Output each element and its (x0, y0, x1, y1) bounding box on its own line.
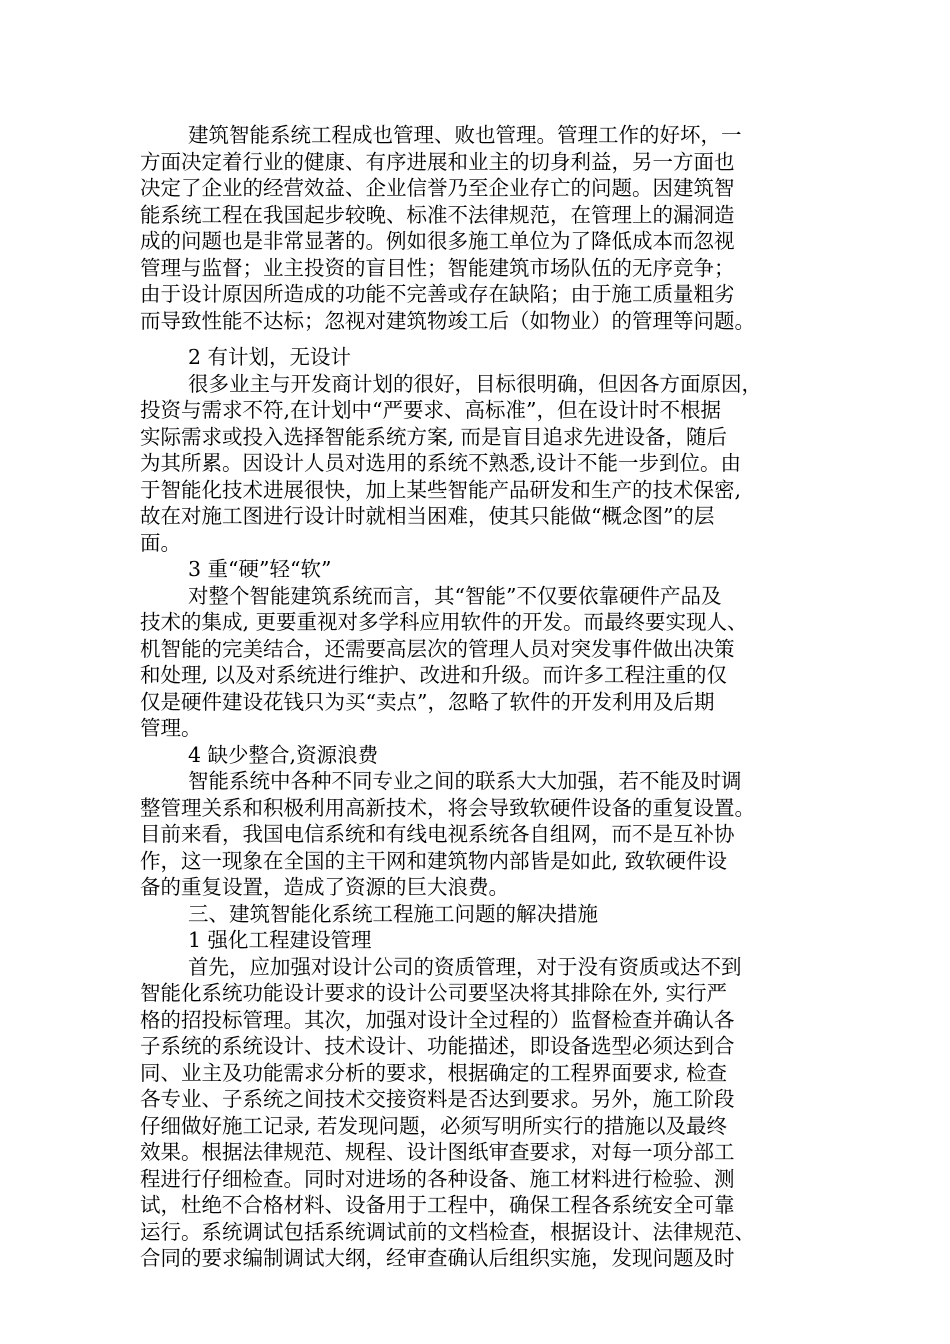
text-line: 首先，应加强对设计公司的资质管理，对于没有资质或达不到 (188, 954, 742, 979)
text-line: 投资与需求不符,在计划中“严要求、高标准”，但在设计时不根据 (140, 398, 721, 422)
section-heading: 1 强化工程建设管理 (188, 928, 372, 952)
text-line: 成的问题也是非常显著的。例如很多施工单位为了降低成本而忽视 (140, 229, 735, 253)
text-line: 目前来看，我国电信系统和有线电视系统各自组网，而不是互补协 (140, 822, 735, 846)
text-line: 子系统的系统设计、技术设计、功能描述，即设备选型必须达到合 (140, 1034, 735, 1058)
text-line: 效果。根据法律规范、规程、设计图纸审查要求，对每一项分部工 (140, 1140, 735, 1164)
text-line: 而导致性能不达标；忽视对建筑物竣工后（如物业）的管理等问题。 (140, 308, 755, 333)
main-body (140, 344, 805, 1272)
text-line: 方面决定着行业的健康、有序进展和业主的切身利益，另一方面也 (140, 149, 735, 174)
text-line: 机智能的完美结合，还需要高层次的管理人员对突发事件做出决策 (140, 636, 735, 661)
section-heading: 2 有计划，无设计 (188, 345, 352, 369)
text-line: 技术的集成, 更要重视对多学科应用软件的开发。而最终要实现人、 (140, 610, 748, 634)
text-line: 由于设计原因所造成的功能不完善或存在缺陷；由于施工质量粗劣 (140, 282, 735, 306)
text-line: 程进行仔细检查。同时对进场的各种设备、施工材料进行检验、测 (140, 1166, 735, 1191)
text-line: 试，杜绝不合格材料、设备用于工程中，确保工程各系统安全可靠 (140, 1193, 735, 1217)
text-line: 于智能化技术进展很快，加上某些智能产品研发和生产的技术保密, (140, 477, 742, 502)
text-line: 同、业主及功能需求分析的要求，根据确定的工程界面要求, 检查 (140, 1060, 728, 1085)
text-line: 备的重复设置，造成了资源的巨大浪费。 (140, 875, 509, 899)
text-line: 智能化系统功能设计要求的设计公司要坚决将其排除在外, 实行严 (140, 981, 728, 1005)
text-line: 格的招投标管理。其次，加强对设计全过程的）监督检查并确认各 (140, 1007, 735, 1032)
text-line: 能系统工程在我国起步较晚、标准不法律规范，在管理上的漏洞造 (140, 202, 735, 227)
text-line: 和处理, 以及对系统进行维护、改进和升级。而许多工程注重的仅 (140, 663, 728, 687)
section-heading: 3 重“硬”轻“软” (188, 557, 332, 581)
text-line: 为其所累。因设计人员对选用的系统不熟悉,设计不能一步到位。由 (140, 451, 742, 475)
text-line: 仔细做好施工记录, 若发现问题，必须写明所实行的措施以及最终 (140, 1113, 728, 1138)
chapter-heading: 三、建筑智能化系统工程施工问题的解决措施 (188, 901, 598, 926)
intro-paragraph (140, 122, 805, 334)
text-line: 运行。系统调试包括系统调试前的文档检查，根据设计、法律规范、 (140, 1219, 755, 1244)
text-line: 故在对施工图进行设计时就相当困难，使其只能做“概念图”的层 (140, 504, 715, 528)
text-line: 很多业主与开发商计划的很好，目标很明确，但因各方面原因， (188, 371, 762, 396)
text-line: 面。 (140, 530, 181, 555)
text-line: 管理与监督；业主投资的盲目性；智能建筑市场队伍的无序竞争； (140, 255, 735, 280)
text-line: 建筑智能系统工程成也管理、败也管理。管理工作的好坏，一 (188, 123, 742, 147)
text-line: 各专业、子系统之间技术交接资料是否达到要求。另外，施工阶段 (140, 1087, 735, 1111)
text-line: 对整个智能建筑系统而言，其“智能”不仅要依靠硬件产品及 (188, 583, 722, 608)
text-line: 仅是硬件建设花钱只为买“卖点”，忽略了软件的开发利用及后期 (140, 689, 715, 714)
text-line: 合同的要求编制调试大纲，经审查确认后组织实施，发现问题及时 (140, 1246, 735, 1270)
text-line: 实际需求或投入选择智能系统方案, 而是盲目追求先进设备，随后 (140, 424, 728, 449)
text-line: 管理。 (140, 716, 202, 740)
text-line: 决定了企业的经营效益、企业信誉乃至企业存亡的问题。因建筑智 (140, 176, 735, 200)
text-line: 作，这一现象在全国的主干网和建筑物内部皆是如此, 致软硬件设 (140, 848, 728, 873)
text-line: 智能系统中各种不同专业之间的联系大大加强，若不能及时调 (188, 769, 742, 793)
text-line: 整管理关系和积极利用高新技术，将会导致软硬件设备的重复设置。 (140, 795, 755, 820)
section-heading: 4 缺少整合,资源浪费 (188, 742, 379, 767)
